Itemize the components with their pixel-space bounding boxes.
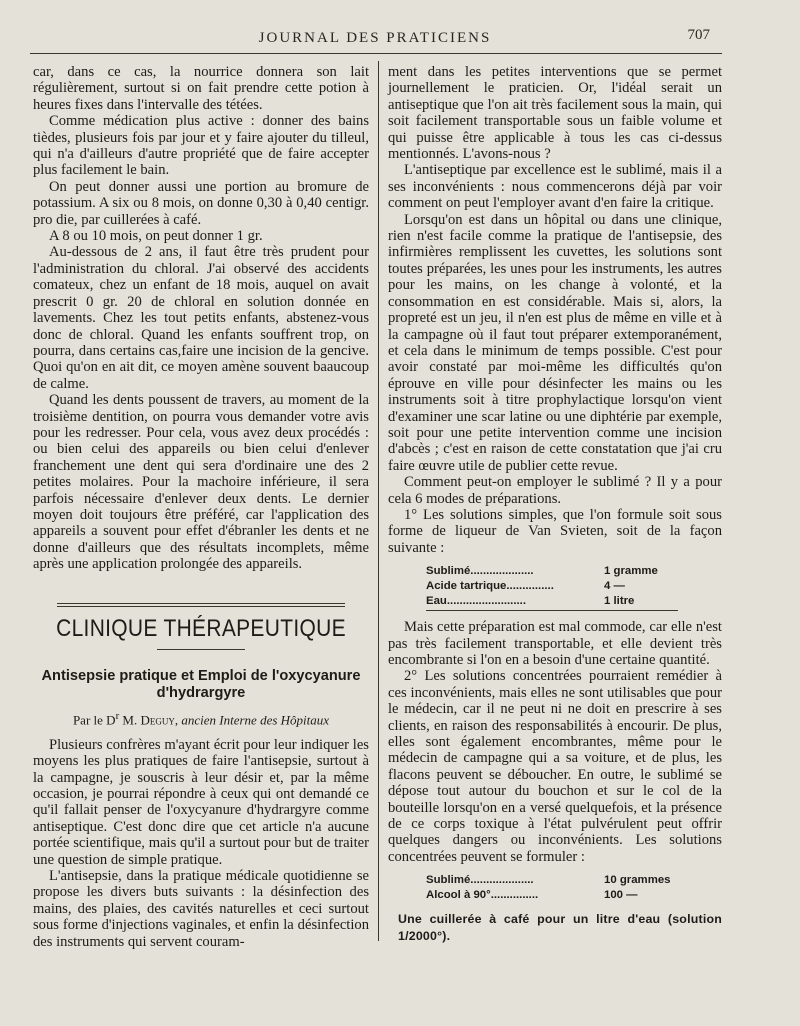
formula-quantity: 4 — bbox=[604, 580, 625, 593]
byline-prefix: Par le D bbox=[72, 712, 116, 728]
formula-row bbox=[426, 564, 722, 579]
right-column bbox=[388, 64, 722, 944]
formula-row bbox=[426, 579, 722, 594]
author-name: M. Deguy, bbox=[122, 712, 179, 728]
paragraph: L'antiseptique par excellence est le sublimé, mais il a ses inconvénients : nous commencerons déjà par voir comment on peut l'employer avant d'en faire la critique. bbox=[388, 162, 722, 212]
formula-row bbox=[426, 594, 722, 609]
section-title: CLINIQUE THÉRAPEUTIQUE bbox=[56, 614, 346, 642]
paragraph: Lorsqu'on est dans un hôpital ou dans une clinique, rien n'est facile comme la pratique de l'antisepsie, des infirmières remplissent les cuvettes, les solutions sont toutes préparées, les unes pour les instruments, les autres pour les mains, on les change à volonté, et la consommation en est considérable. Mais si, alors, la propreté est un jeu, il n'en est plus de même en ville et à la campagne où il faut tout préparer extemporanément, et cela dans le minimum de temps possible. C'est pour avoir constaté par moi-même les difficultés qu'on éprouve en ville pour désinfecter les mains ou les instruments soit à titre prophylactique lorsqu'on vient d'examiner une scar latine ou une diphtérie par exemple, soit pour une petite intervention comme une incision d'abcès ; c'est en raison de cette constatation que j'ai cru faire œuvre utile de publier cette revue. bbox=[388, 211, 722, 474]
paragraph: 1° Les solutions simples, que l'on formule soit sous forme de liqueur de Van Svieten, soit de la façon suivante : bbox=[388, 506, 722, 556]
paragraph: Comme médication plus active : donner des bains tièdes, plusieurs fois par jour et y faire ajouter du tilleul, qui n'a d'ailleurs d'autre propriété que de faire accepter plus facilement le bain. bbox=[33, 113, 369, 179]
formula-ingredient: Sublimé.................... bbox=[426, 874, 534, 887]
journal-title: JOURNAL DES PRATICIENS bbox=[258, 30, 492, 46]
byline-sup: r bbox=[115, 710, 120, 722]
paragraph: Quand les dents poussent de travers, au moment de la troisième dentition, on pourra vous demander votre avis pour les redresser. Pour cela, vous avez deux procédés : ou bien celui des appareils ou bien celui d'enlever franchement une dent qui sera d'ordinaire une des 2 petites molaires. Pour la machoire inférieure, il sera parfois nécessaire d'enlever deux dents. Le dernier moyen doit toujours être préféré, car l'application des appareils a souvent pour effet d'ébranler les dents et ne donne d'ailleurs que des résultats incomplets, même après une application prolongée des appareils. bbox=[33, 392, 369, 573]
formula-table-2 bbox=[426, 873, 722, 903]
formula-quantity: 1 litre bbox=[604, 595, 635, 608]
formula-ingredient: Alcool à 90°............... bbox=[426, 889, 539, 902]
paragraph: car, dans ce cas, la nourrice donnera son lait régulièrement, surtout si on fait prendre cette potion à heures fixes dans l'intervalle des tétées. bbox=[33, 64, 369, 113]
paragraph: A 8 ou 10 mois, on peut donner 1 gr. bbox=[49, 228, 263, 245]
formula-row bbox=[426, 888, 722, 903]
section-rule bbox=[57, 603, 345, 604]
paragraph: Comment peut-on employer le sublimé ? Il y a pour cela 6 modes de préparations. bbox=[388, 474, 722, 507]
formula-ingredient: Acide tartrique............... bbox=[426, 580, 554, 593]
page-header bbox=[30, 27, 720, 51]
paragraph: L'antisepsie, dans la pratique médicale quotidienne se propose les divers buts suivants : la désinfection des mains, des plaies, des cavités naturelles et ceci surtout sous forme d'injections vaginales, et enfin la désinfection des instruments qui servent couram- bbox=[33, 867, 369, 950]
dosage-note: Une cuillerée à café pour un litre d'eau (solution 1/2000°). bbox=[398, 912, 722, 943]
formula-table-1 bbox=[426, 564, 722, 611]
paragraph: 2° Les solutions concentrées pourraient remédier à ces inconvénients, mais elles ne sont utilisables que pour le médecin, car il ne peut ni ne doit en prescrire à ses clients, en raison des responsabilités à encourir. De plus, elles sont également encombrantes, même pour le médecin de campagne qui a sa voiture, et de plus, les flacons peuvent se déboucher. En outre, le sublimé se dépose tout autour du bouchon et sur le col de la bouteille lorsqu'on en a versé quelquefois, et la présence de ce corps toxique à l'état pulvérulent peut offrir quelques dangers ou inconvénients. Les solutions concentrées peuvent se formuler : bbox=[388, 668, 722, 865]
section-rule bbox=[157, 649, 245, 650]
formula-ingredient: Sublimé.................... bbox=[426, 565, 534, 578]
article-title: Antisepsie pratique et Emploi de l'oxycyanure d'hydrargyre bbox=[41, 668, 361, 701]
column-divider bbox=[378, 61, 379, 941]
paragraph: Plusieurs confrères m'ayant écrit pour leur indiquer les moyens les plus pratiques de faire l'antisepsie, surtout à la campagne, je souscris à leur désir et, par la même occasion, je pourrai répondre à ceux qui ont demandé ce qu'il fallait penser de l'oxycyanure d'hydrargyre comme antiseptique. C'est donc dire que cet article n'a aucune portée scientifique, mais qu'il a surtout pour but de traiter une question de simple pratique. bbox=[33, 736, 369, 868]
header-rule bbox=[30, 53, 722, 54]
formula-ingredient: Eau......................... bbox=[426, 595, 527, 608]
paragraph: On peut donner aussi une portion au bromure de potassium. A six ou 8 mois, on donne 0,30 à 0,40 centigr. pro die, par cuillerées à café. bbox=[33, 178, 369, 228]
formula-quantity: 1 gramme bbox=[604, 565, 658, 578]
left-column bbox=[33, 64, 369, 950]
formula-row bbox=[426, 873, 722, 888]
formula-quantity: 100 — bbox=[604, 889, 638, 902]
formula-rule bbox=[426, 610, 678, 611]
paragraph: Mais cette préparation est mal commode, car elle n'est pas très facilement transportable, et elle devient très encombrante si l'on en a besoin d'une certaine quantité. bbox=[388, 619, 722, 668]
section-rule bbox=[57, 606, 345, 607]
page-number: 707 bbox=[687, 27, 710, 43]
byline bbox=[33, 708, 369, 729]
paragraph: ment dans les petites interventions que se permet journellement le praticien. Or, l'idéal serait un antiseptique que l'on ait très facilement sous la main, qui soit facilement transportable sous un faible volume et qui puisse être applicable à tous les cas ci-dessus mentionnés. L'avons-nous ? bbox=[388, 64, 722, 163]
formula-quantity: 10 grammes bbox=[604, 874, 671, 887]
author-role: ancien Interne des Hôpitaux bbox=[181, 712, 330, 728]
paragraph: Au-dessous de 2 ans, il faut être très prudent pour l'administration du chloral. J'ai observé des accidents comateux, chez un enfant de 18 mois, auquel on avait prescrit 0 gr. 20 de chloral en solution donnée en lavements. Chez les tout petits enfants, abstenez-vous donc de chloral. Quand les enfants souffrent trop, on pourra, dans certains cas,faire une incision de la gencive. Quoi qu'on en ait dit, ce moyen amène souvent baaucoup de calme. bbox=[33, 244, 369, 392]
